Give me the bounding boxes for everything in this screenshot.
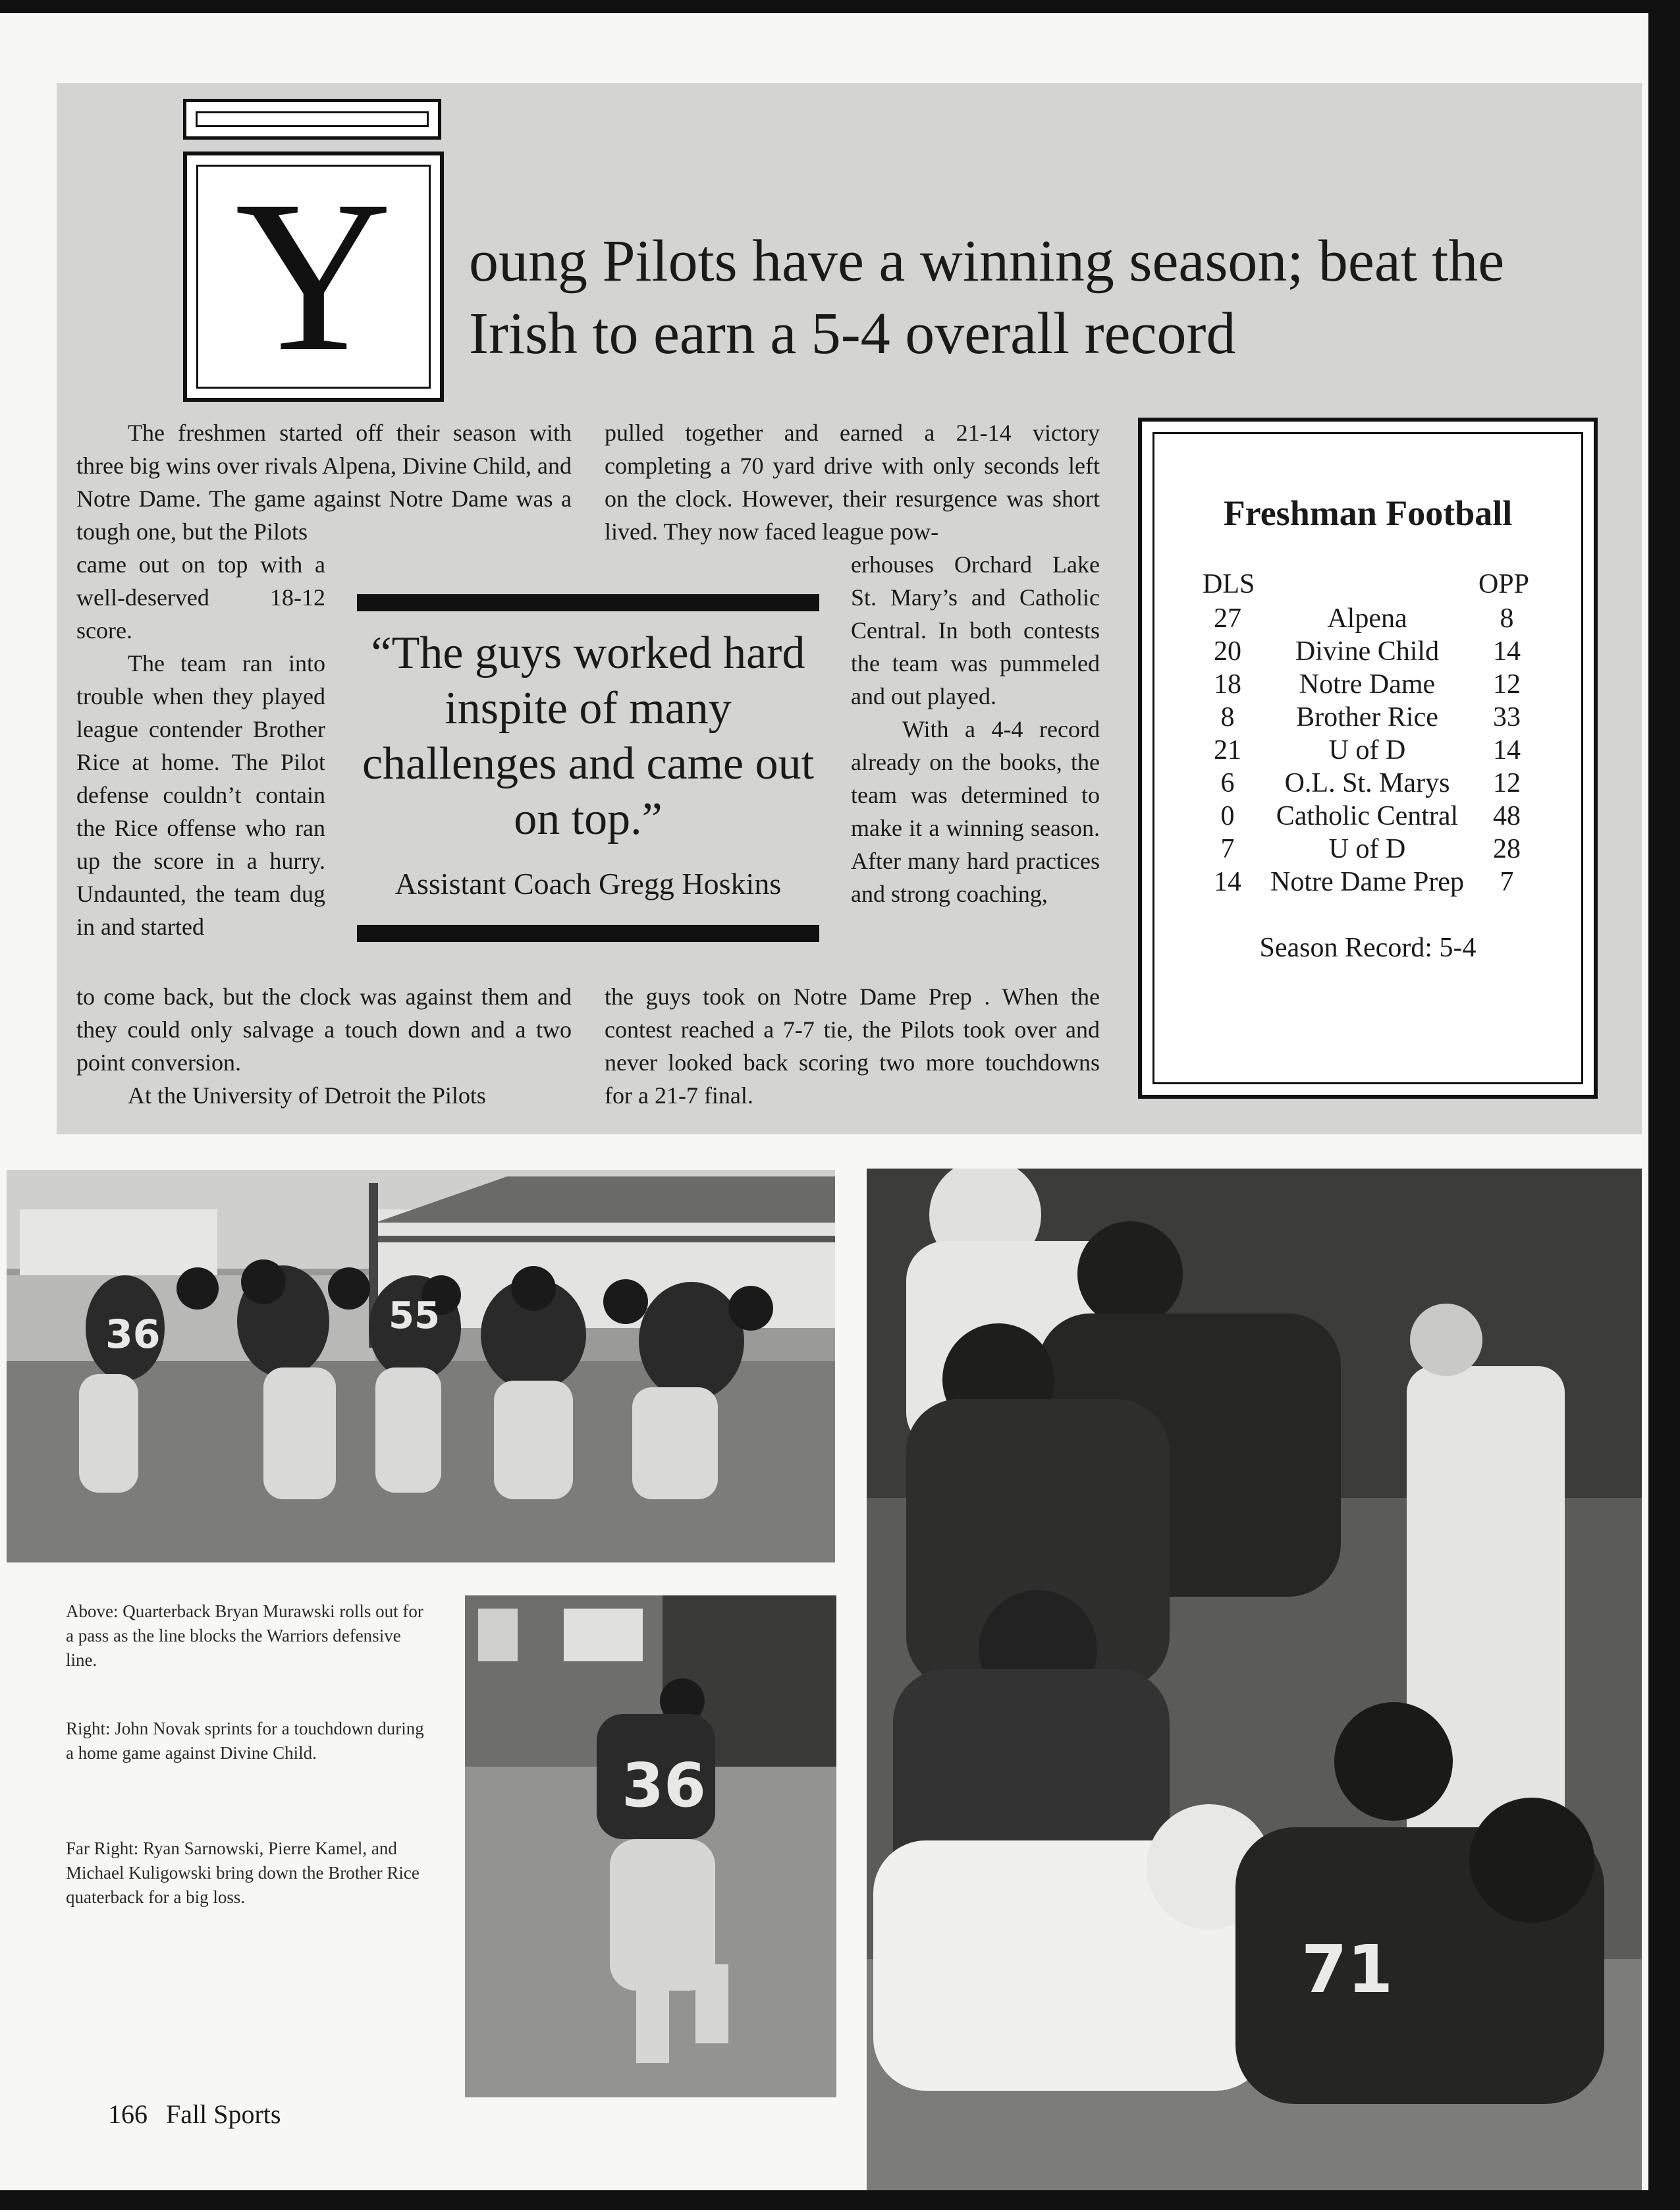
page-bottom-border [0, 2190, 1680, 2210]
schedule-row [1203, 668, 1532, 701]
opp-score: 7 [1500, 867, 1514, 897]
opponent-name: O.L. St. Marys [1284, 768, 1450, 798]
opp-score: 14 [1493, 636, 1521, 667]
jersey-number: 55 [389, 1294, 440, 1337]
dropcap-ornament [183, 99, 441, 140]
caption-right: Right: John Novak sprints for a touchdown during a home game against Divine Child. [66, 1719, 424, 1763]
opp-score: 28 [1493, 834, 1521, 864]
article-paragraph: to come back, but the clock was against them and they could only salvage a touch down and a two point conversion. [76, 983, 572, 1076]
pull-quote-rule-top [357, 594, 819, 611]
dls-score: 18 [1214, 669, 1241, 700]
page-top-border [0, 0, 1680, 13]
article-paragraph: The freshmen started off their season with three big wins over rivals Alpena, Divine Child, and Notre Dame. The game against Notre Dame was a tough one, but the Pilots [76, 420, 572, 545]
opp-score: 33 [1493, 702, 1521, 732]
opponent-name: Catholic Central [1276, 801, 1459, 831]
jersey-number: 36 [622, 1750, 707, 1821]
opponent-name: Notre Dame [1299, 669, 1436, 700]
photo-tackle-pileup [867, 1169, 1642, 2190]
dls-score: 27 [1214, 603, 1241, 634]
opponent-name: Alpena [1327, 603, 1407, 634]
dropcap-letter: Y [234, 156, 393, 397]
opp-score: 12 [1493, 669, 1521, 700]
opp-score: 12 [1493, 768, 1521, 798]
opp-score: 8 [1500, 603, 1514, 634]
article-paragraph: pulled together and earned a 21-14 victory completing a 70 yard drive with only seconds left on the clock. However, their resurgence was short lived. They now faced league pow- [605, 420, 1100, 545]
article-col1-top [76, 416, 572, 548]
photo-novak-sprint-art [465, 1595, 836, 2097]
dls-score: 21 [1214, 735, 1241, 765]
season-record: Season Record: 5-4 [1259, 933, 1477, 963]
article-col1-wrap [76, 548, 325, 943]
jersey-number: 36 [105, 1312, 161, 1358]
dls-score: 7 [1220, 834, 1235, 864]
page-folio [108, 2098, 299, 2131]
article-paragraph: At the University of Detroit the Pilots [128, 1082, 486, 1109]
schedule-row [1203, 800, 1532, 833]
schedule-table [1203, 602, 1532, 898]
photo-tackle-pileup-art [867, 1169, 1642, 2190]
article-paragraph: the guys took on Notre Dame Prep . When the contest reached a 7-7 tie, the Pilots took over and never looked back scoring two more touchdowns for a 21-7 final. [605, 983, 1100, 1109]
dls-score: 14 [1214, 867, 1241, 897]
schedule-row [1203, 866, 1532, 898]
pull-quote: “The guys worked hard inspite of many challenges and came out on top.” [362, 628, 815, 844]
headline: oung Pilots have a winning season; beat the Irish to earn a 5-4 overall record [469, 229, 1505, 366]
schedule-header-opp: OPP [1478, 569, 1529, 599]
dls-score: 0 [1220, 801, 1235, 831]
opponent-name: U of D [1328, 834, 1406, 864]
opp-score: 14 [1493, 735, 1521, 765]
schedule-title: Freshman Football [1223, 493, 1513, 533]
jersey-number: 71 [1301, 1931, 1394, 2008]
article-paragraph: erhouses Orchard Lake St. Mary’s and Catholic Central. In both contests the team was pummeled and out played. [851, 551, 1100, 709]
opponent-name: Brother Rice [1296, 702, 1438, 732]
pull-quote-attribution: Assistant Coach Gregg Hoskins [394, 867, 782, 900]
article-paragraph: With a 4-4 record already on the books, the team was determined to make it a winning season. After many hard practices and strong coaching, [851, 716, 1100, 907]
photo-novak-sprint [465, 1595, 836, 2097]
section-name: Fall Sports [166, 2099, 281, 2129]
schedule-row [1203, 734, 1532, 767]
article-paragraph: The team ran into trouble when they played league contender Brother Rice at home. The Pilot defense couldn’t contain the Rice offense who ran up the score in a hurry. Undaunted, the team dug in and started [76, 650, 325, 940]
schedule-row [1203, 767, 1532, 800]
opponent-name: Notre Dame Prep [1270, 867, 1464, 897]
article-col2-top [605, 416, 1100, 548]
dls-score: 8 [1220, 702, 1235, 732]
photo-quarterback-rollout [7, 1170, 835, 1562]
schedule-row [1203, 602, 1532, 635]
page-right-border [1648, 0, 1680, 2210]
opp-score: 48 [1493, 801, 1521, 831]
article-col1-bottom [76, 980, 572, 1112]
article-col2-bottom [605, 980, 1100, 1112]
caption-above: Above: Quarterback Bryan Murawski rolls out for a pass as the line blocks the Warriors defensive line. [66, 1601, 423, 1670]
pull-quote-rule-bottom [357, 925, 819, 942]
article-paragraph: came out on top with a well-deserved 18-12 score. [76, 551, 325, 644]
opponent-name: U of D [1328, 735, 1406, 765]
caption-far-right: Far Right: Ryan Sarnowski, Pierre Kamel, and Michael Kuligowski bring down the Brother Rice quaterback for a big loss. [66, 1838, 420, 1907]
photo-quarterback-rollout-art [7, 1170, 835, 1562]
schedule-row [1203, 635, 1532, 668]
dls-score: 20 [1214, 636, 1241, 667]
schedule-header-dls: DLS [1203, 569, 1255, 599]
schedule-row [1203, 701, 1532, 734]
opponent-name: Divine Child [1295, 636, 1440, 667]
schedule-row [1203, 833, 1532, 866]
dls-score: 6 [1220, 768, 1235, 798]
article-col2-wrap [851, 548, 1100, 910]
page-number: 166 [108, 2099, 148, 2129]
